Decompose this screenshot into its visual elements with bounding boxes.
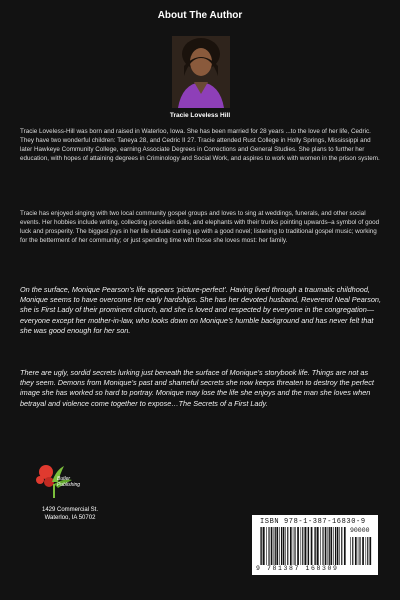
barcode-bar <box>352 537 353 565</box>
barcode-bar <box>315 527 316 565</box>
barcode-bar <box>358 537 359 565</box>
isbn-label: ISBN 978-1-387-16830-9 <box>260 518 366 526</box>
barcode-bar <box>275 527 276 565</box>
barcode-bar <box>301 527 302 565</box>
publisher-name-line: Butler <box>57 476 71 482</box>
barcode-bar <box>290 527 292 565</box>
barcode-bar <box>317 527 319 565</box>
book-blurb-paragraph: There are ugly, sordid secrets lurking just beneath the surface of Monique’s storybook life. Things are not as they seem. Demons from Monique’s past and shameful secrets she now keeps threaten to destroy the perfect image she has worked so hard to portray. Monique may lose the life she enjoys and the man she loves when betrayal and violence come together to expose…The Secrets of a First Lady. <box>20 368 374 408</box>
barcode-bar <box>285 527 286 565</box>
ean-digits: 9 781387 168309 <box>256 565 339 572</box>
barcode-bar <box>307 527 308 565</box>
barcode-bar <box>369 537 371 565</box>
barcode-bar <box>337 527 339 565</box>
barcode-bar <box>355 537 357 565</box>
barcode-bar <box>341 527 342 565</box>
barcode-bar <box>260 527 261 565</box>
addon-barcode-bars <box>350 537 372 565</box>
barcode-bar <box>276 527 278 565</box>
barcode-bar <box>333 527 334 565</box>
barcode-bar <box>339 527 340 565</box>
barcode-bar <box>308 527 309 565</box>
barcode-bar <box>287 527 288 565</box>
barcode-bar <box>322 527 323 565</box>
barcode-bar <box>344 527 346 565</box>
barcode-bar <box>304 527 306 565</box>
author-hobbies-paragraph: Tracie has enjoyed singing with two local community gospel groups and loves to sing at weddings, funerals, and other social events. Her hobbies include writing, collecting porcelain dolls, and elephants with their trunks pointing upwards–a symbol of good luck and prosperity. The biggest joys in her life include curling up with a good novel; listening to traditional gospel music; working for the betterment of her community; or just spending time with those she loves most: her family. <box>20 210 380 244</box>
address-line: Waterloo, IA 50702 <box>44 515 96 521</box>
isbn-barcode <box>252 515 378 575</box>
barcode-bar <box>330 527 332 565</box>
barcode-bar <box>281 527 282 565</box>
barcode-bar <box>329 527 330 565</box>
barcode-bar <box>302 527 303 565</box>
barcode-bar <box>320 527 321 565</box>
price-code-label: 90000 <box>350 527 370 534</box>
barcode-bar <box>311 527 313 565</box>
barcode-bar <box>328 527 329 565</box>
book-blurb-paragraph: On the surface, Monique Pearson’s life appears ‘picture-perfect’. Having lived through a traumatic childhood, Monique seems to have overcome her early hardships. She has her devoted husband, Reverend Neal Pearson, she is First Lady of their prominent church, and she is loved and respected by everyone in the congregation—everyone except her mother-in-law, who looks down on Monique’s humble background and has never felt that she was good enough for her son. <box>20 285 382 335</box>
barcode-bar <box>279 527 280 565</box>
barcode-bar <box>335 527 336 565</box>
ean-barcode-bars <box>260 527 346 565</box>
barcode-bar <box>294 527 295 565</box>
barcode-bar <box>283 527 285 565</box>
barcode-bar <box>325 527 327 565</box>
author-bio-paragraph: Tracie Loveless-Hill was born and raised in Waterloo, Iowa. She has been married for 28 years ...to the love of her life, Cedric. They have two wonderful children: Taneya 28, and Cedric II 27. Tracie attended Rust College in Holly Springs, Mississippi and later Hawkeye Community College, earning Associate Degrees in Corrections and General Studies. She plans to further her education, with hopes of attaining degrees in Criminology and Social Work, and aspires to work with women in the prison system. <box>20 128 380 162</box>
barcode-bar <box>359 537 360 565</box>
author-photo <box>172 36 230 108</box>
barcode-bar <box>367 537 368 565</box>
address-line: 1429 Commercial St. <box>41 507 99 513</box>
barcode-bar <box>274 527 275 565</box>
barcode-bar <box>293 527 294 565</box>
barcode-bar <box>266 527 267 565</box>
barcode-bar <box>350 537 351 565</box>
barcode-bar <box>261 527 262 565</box>
about-author-heading: About The Author <box>157 10 243 21</box>
barcode-bar <box>314 527 315 565</box>
author-name-caption: Tracie Loveless Hill <box>169 112 231 119</box>
publisher-name <box>57 476 97 488</box>
barcode-bar <box>362 537 364 565</box>
barcode-bar <box>366 537 367 565</box>
barcode-bar <box>263 527 265 565</box>
barcode-bar <box>268 527 269 565</box>
barcode-bar <box>297 527 299 565</box>
barcode-bar <box>271 527 273 565</box>
publisher-address <box>20 506 120 522</box>
publisher-name-line: Publishing <box>57 482 81 488</box>
